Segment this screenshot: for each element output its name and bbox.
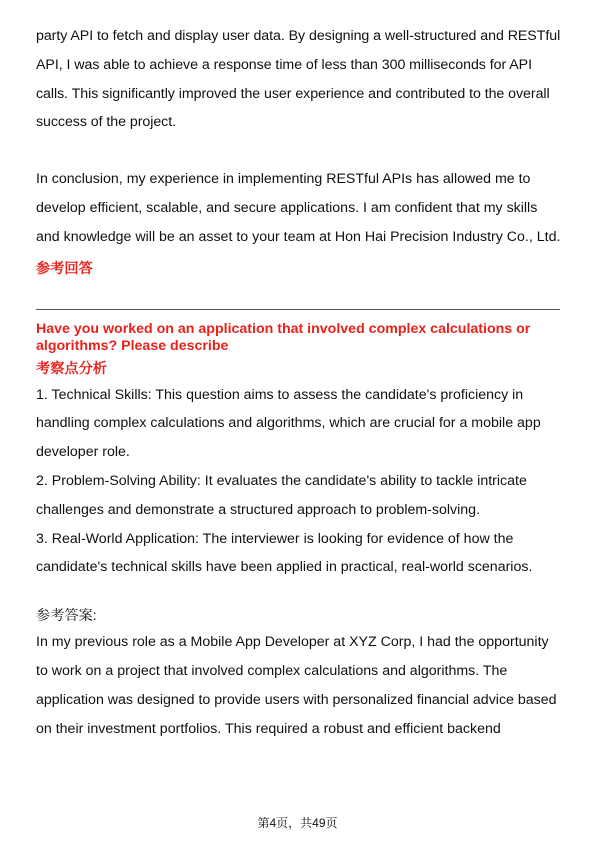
analysis-heading: 考察点分析: [36, 360, 107, 377]
analysis-point-2: 2. Problem-Solving Ability: It evaluates the candidate's ability to tackle intricate challenges and demonstrate a structured approach to problem-solving.: [36, 472, 527, 518]
paragraph-gap: [36, 582, 564, 602]
page-footer: 第4页，共49页: [257, 816, 338, 830]
document-page: [36, 22, 564, 743]
analysis-point-3: 3. Real-World Application: The interviewer is looking for evidence of how the candidate's technical skills have been applied in practical, real-world scenarios.: [36, 530, 533, 576]
section-divider: [36, 309, 560, 310]
answer-heading: 参考答案:: [36, 608, 97, 625]
answer-paragraph: In my previous role as a Mobile App Developer at XYZ Corp, I had the opportunity to work on a project that involved complex calculations and algorithms. The application was designed to provide users with personalized financial advice based on their investment portfolios. This required a robust and efficient backend: [36, 634, 557, 737]
intro-paragraph-1: party API to fetch and display user data. By designing a well-structured and RESTful API, I was able to achieve a response time of less than 300 milliseconds for API calls. This significantly improved the user experience and contributed to the overall success of the project.: [36, 28, 561, 131]
reference-answer-label: 参考回答: [36, 260, 93, 277]
question-heading: Have you worked on an application that involved complex calculations or algorithms? Please describe: [36, 320, 531, 354]
intro-paragraph-2: In conclusion, my experience in implementing RESTful APIs has allowed me to develop efficient, scalable, and secure applications. I am confident that my skills and knowledge will be an asset to your team at Hon Hai Precision Industry Co., Ltd.: [36, 171, 561, 245]
analysis-point-1: 1. Technical Skills: This question aims to assess the candidate's proficiency in handling complex calculations and algorithms, which are crucial for a mobile app developer role.: [36, 386, 541, 461]
paragraph-gap: [36, 137, 564, 165]
